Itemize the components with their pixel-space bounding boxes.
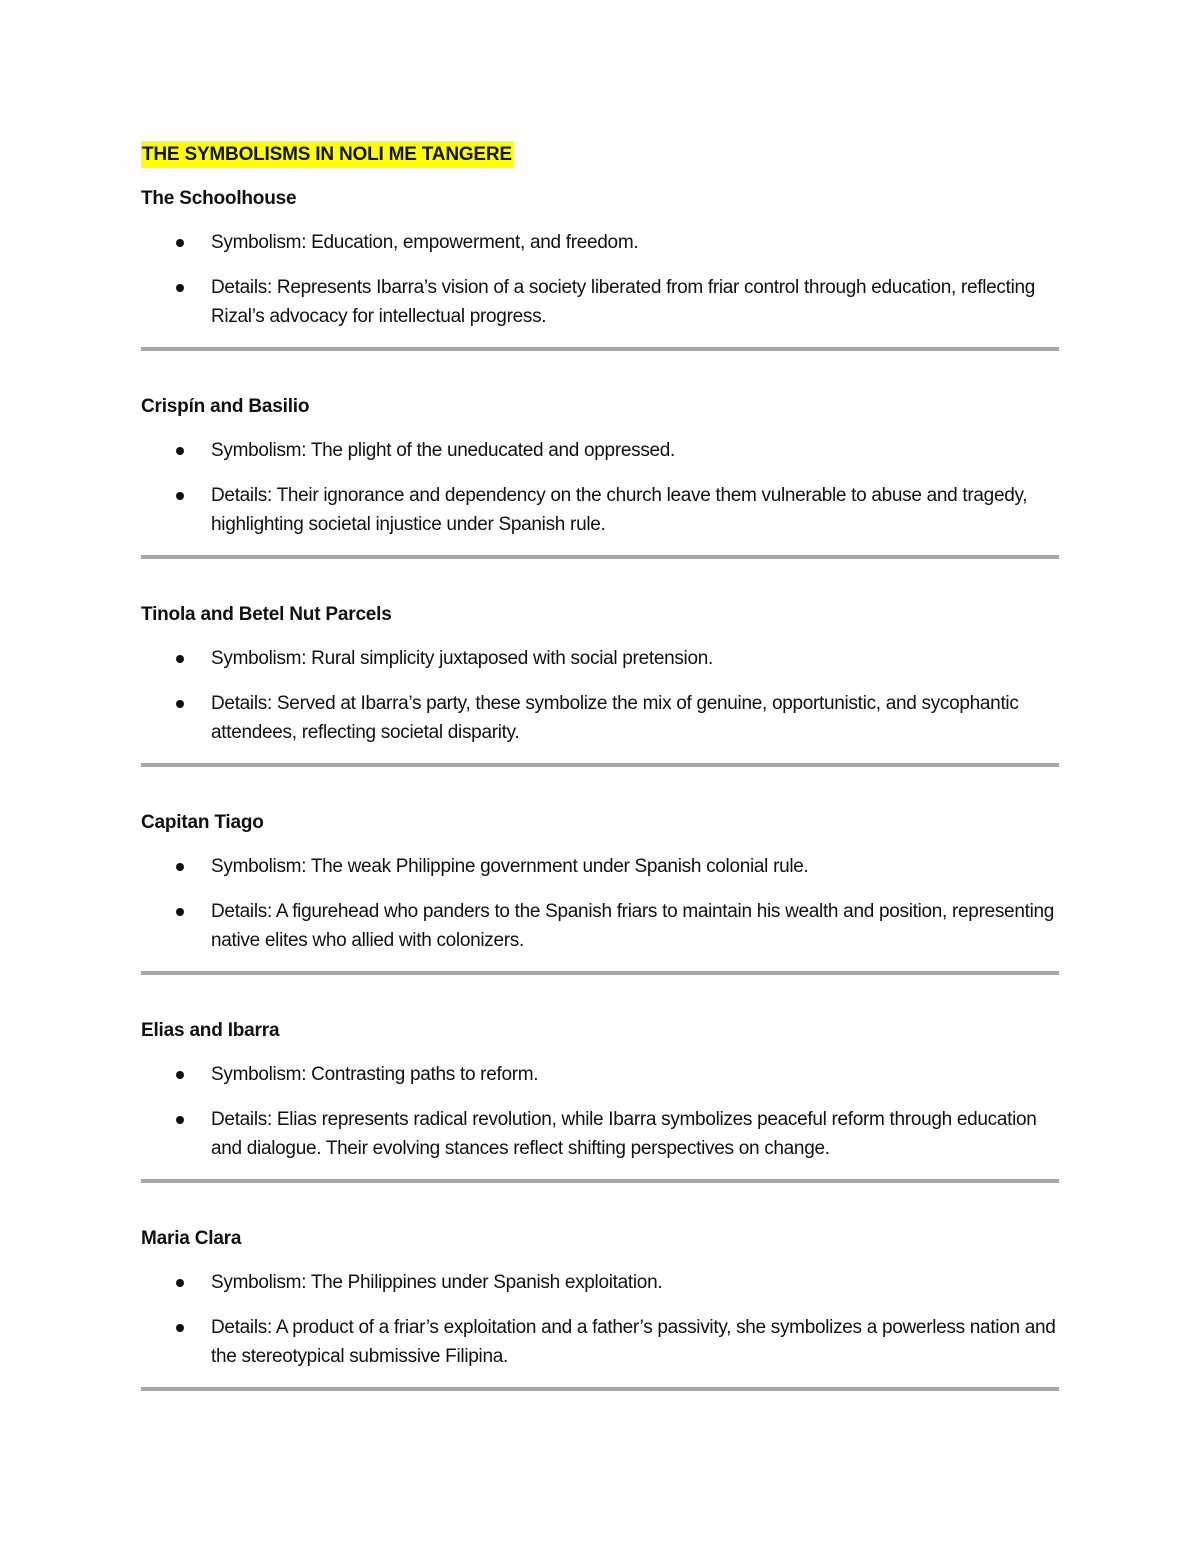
document-title: THE SYMBOLISMS IN NOLI ME TANGERE [141,141,513,168]
section-maria-clara [141,1225,1059,1391]
details-item [141,1313,1059,1371]
section-divider [141,971,1059,975]
symbolism-text: Symbolism: The plight of the uneducated and oppressed. [211,440,676,461]
symbolism-text: Symbolism: The weak Philippine government under Spanish colonial rule. [211,856,809,877]
section-divider [141,347,1059,351]
section-heading: Maria Clara [141,1228,242,1249]
section-heading: Tinola and Betel Nut Parcels [141,604,392,625]
details-item [141,273,1059,331]
title-row [141,141,1059,168]
symbolism-item [141,852,1059,881]
bullet-icon [176,655,184,663]
section-divider [141,555,1059,559]
section-heading: Capitan Tiago [141,812,264,833]
symbolism-item [141,1268,1059,1297]
details-text: Details: Represents Ibarra’s vision of a society liberated from friar control through education, reflecting Rizal’s advocacy for intellectual progress. [211,277,1036,327]
details-text: Details: Elias represents radical revolution, while Ibarra symbolizes peaceful reform through education and dialogue. Their evolving stances reflect shifting perspectives on change. [211,1109,1037,1159]
details-text: Details: Their ignorance and dependency on the church leave them vulnerable to abuse and tragedy, highlighting societal injustice under Spanish rule. [211,485,1028,535]
bullet-icon [176,447,184,455]
symbolism-text: Symbolism: The Philippines under Spanish exploitation. [211,1272,663,1293]
bullet-icon [176,284,184,292]
bullet-icon [176,863,184,871]
details-item [141,481,1059,539]
section-divider [141,1179,1059,1183]
section-divider [141,763,1059,767]
bullet-list [141,852,1059,955]
bullet-icon [176,908,184,916]
details-text: Details: Served at Ibarra’s party, these symbolize the mix of genuine, opportunistic, and sycophantic attendees, reflecting societal disparity. [211,693,1019,743]
details-item [141,897,1059,955]
bullet-list [141,228,1059,331]
symbolism-item [141,1060,1059,1089]
bullet-icon [176,1279,184,1287]
section-divider [141,1387,1059,1391]
bullet-icon [176,700,184,708]
symbolism-item [141,644,1059,673]
details-text: Details: A product of a friar’s exploitation and a father’s passivity, she symbolizes a powerless nation and the stereotypical submissive Filipina. [211,1317,1056,1367]
bullet-icon [176,1116,184,1124]
section-elias-ibarra [141,1017,1059,1183]
symbolism-text: Symbolism: Rural simplicity juxtaposed with social pretension. [211,648,713,669]
bullet-icon [176,1071,184,1079]
bullet-list [141,644,1059,747]
bullet-icon [176,492,184,500]
symbolism-text: Symbolism: Education, empowerment, and freedom. [211,232,639,253]
bullet-icon [176,1324,184,1332]
section-heading: The Schoolhouse [141,188,297,209]
section-tinola-betel [141,601,1059,767]
document-body [141,141,1059,1391]
section-schoolhouse [141,185,1059,351]
bullet-list [141,1060,1059,1163]
section-heading: Crispín and Basilio [141,396,310,417]
details-text: Details: A figurehead who panders to the Spanish friars to maintain his wealth and position, representing native elites who allied with colonizers. [211,901,1055,951]
bullet-list [141,1268,1059,1371]
bullet-icon [176,239,184,247]
details-item [141,689,1059,747]
details-item [141,1105,1059,1163]
bullet-list [141,436,1059,539]
section-capitan-tiago [141,809,1059,975]
symbolism-item [141,228,1059,257]
section-crispin-basilio [141,393,1059,559]
symbolism-text: Symbolism: Contrasting paths to reform. [211,1064,539,1085]
section-heading: Elias and Ibarra [141,1020,280,1041]
symbolism-item [141,436,1059,465]
